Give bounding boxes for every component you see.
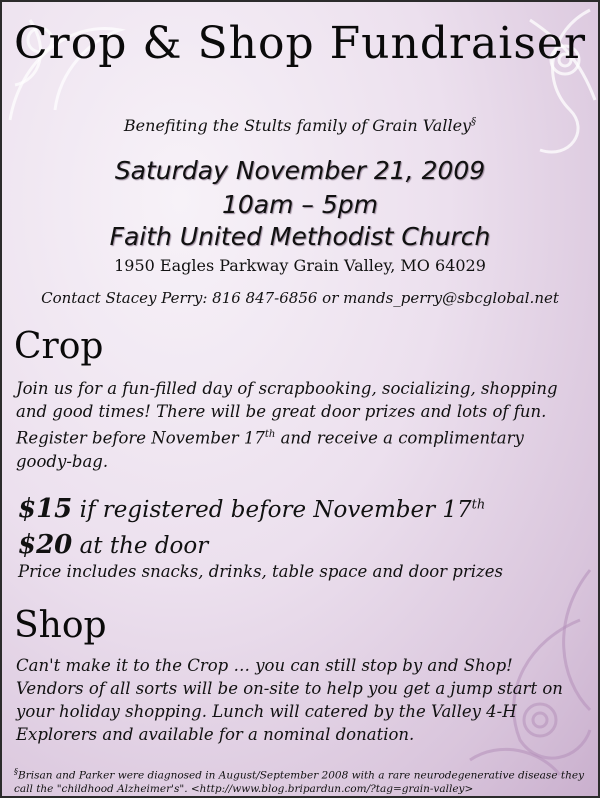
- price-registered-superscript: th: [471, 497, 486, 513]
- crop-heading: Crop: [14, 326, 104, 367]
- price-includes: Price includes snacks, drinks, table space and door prizes: [18, 562, 503, 581]
- crop-text-1: Join us for a fun-filled day of scrapbooking, socializing, shopping and good times! There will be great door prizes and lots of fun. Register before November 17: [16, 379, 558, 448]
- shop-heading: Shop: [14, 605, 107, 646]
- shop-description: Can't make it to the Crop … you can still stop by and Shop! Vendors of all sorts will be on-site to help you get a jump start on your holiday shopping. Lunch will catered by the Valley 4-H Explorers and available for a nominal donation.: [16, 656, 563, 744]
- contact-line: Contact Stacey Perry: 816 847-6856 or mands_perry@sbcglobal.net: [41, 289, 559, 307]
- price-registered: [18, 494, 485, 524]
- event-time: 10am – 5pm: [221, 190, 378, 219]
- flyer-title: Crop & Shop Fundraiser: [14, 18, 586, 69]
- event-address: 1950 Eagles Parkway Grain Valley, MO 64029: [114, 256, 486, 275]
- price-registered-text: if registered before November 17: [72, 497, 472, 523]
- crop-superscript: th: [264, 429, 276, 440]
- crop-description: [16, 377, 584, 473]
- footnote-mark: §: [14, 767, 18, 776]
- price-door: [18, 530, 208, 560]
- footnote-text: Brisan and Parker were diagnosed in August/September 2008 with a rare neurodegenerative disease they call the "childhood Alzheimer's". <http://www.blog.bripardun.com/?tag=grain-valley>: [14, 769, 585, 795]
- price-registered-amount: $15: [18, 494, 73, 524]
- event-venue: Faith United Methodist Church: [109, 222, 491, 251]
- price-door-amount: $20: [18, 530, 73, 560]
- crop-text-2: and receive a complimentary goody-bag.: [16, 428, 524, 471]
- benefit-line: [0, 116, 600, 135]
- price-door-text: at the door: [72, 533, 209, 559]
- footnote: [14, 765, 590, 796]
- benefit-text: Benefiting the Stults family of Grain Valley: [123, 116, 472, 135]
- benefit-footnote-mark: §: [471, 116, 477, 128]
- event-date: Saturday November 21, 2009: [114, 156, 486, 185]
